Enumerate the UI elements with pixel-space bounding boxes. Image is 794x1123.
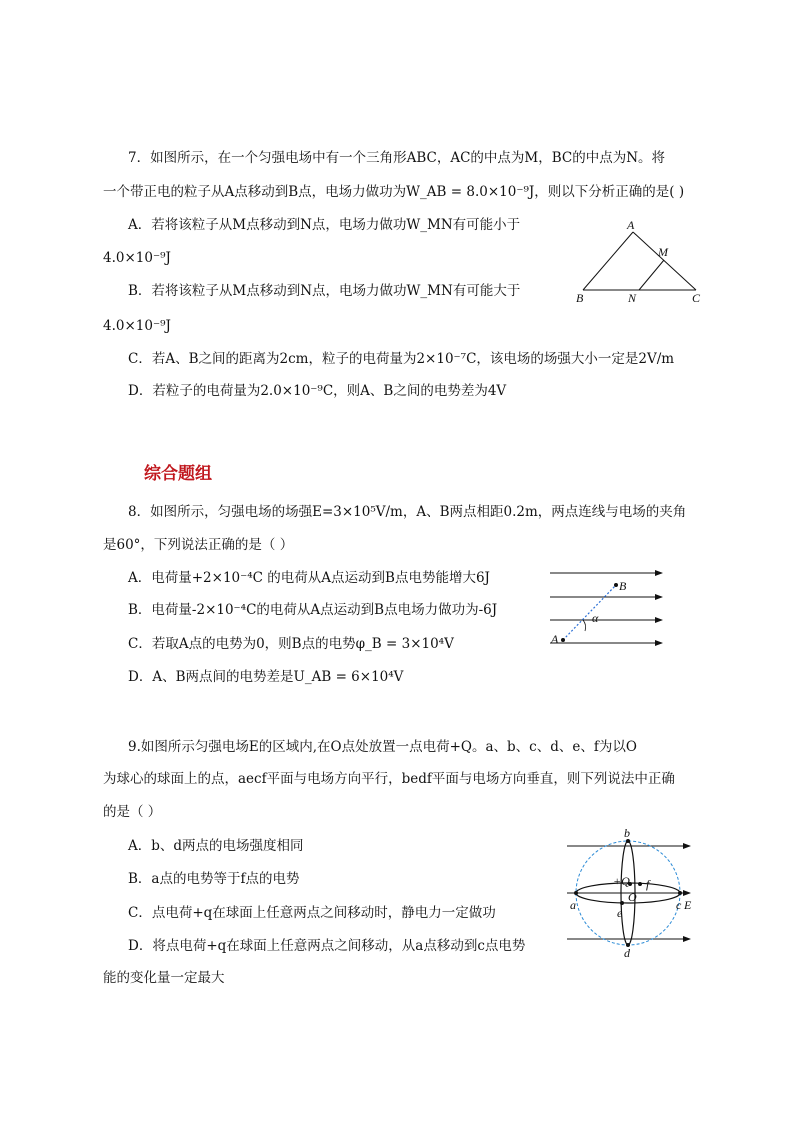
q7-label-n: N	[628, 291, 637, 305]
q9-point-a	[574, 891, 578, 895]
q9-stem-line3: 的是（ ）	[103, 804, 162, 820]
q9-point-c	[678, 891, 682, 895]
q7-edge-ac	[633, 232, 696, 290]
q7-option-c: C．若A、B之间的距离为2cm，粒子的电荷量为2×10⁻⁷C，该电场的场强大小一定是2V/m	[128, 351, 675, 367]
q7-option-b-line2: 4.0×10⁻⁹J	[103, 318, 171, 334]
q8-option-a: A．电荷量+2×10⁻⁴C 的电荷从A点运动到B点电势能增大6J	[128, 570, 490, 586]
q9-option-c: C．点电荷+q在球面上任意两点之间移动时，静电力一定做功	[128, 905, 496, 921]
q8-label-a: A	[551, 632, 559, 646]
q7-option-a-line2: 4.0×10⁻⁹J	[103, 250, 171, 266]
q8-option-d: D．A、B两点间的电势差是U_AB = 6×10⁴V	[128, 669, 404, 685]
q9-sphere-figure	[562, 825, 702, 965]
q9-label-e-field: E	[684, 898, 692, 912]
q8-option-b: B．电荷量-2×10⁻⁴C的电荷从A点运动到B点电场力做功为-6J	[128, 602, 498, 618]
q9-point-e	[620, 901, 624, 905]
q7-label-b: B	[576, 291, 584, 305]
q9-label-q: +Q	[613, 874, 630, 888]
q7-option-a-line1: A．若将该粒子从M点移动到N点，电场力做功W_MN有可能小于	[128, 217, 521, 233]
q9-label-o: O	[628, 890, 637, 904]
q8-segment-ab	[563, 585, 616, 640]
q9-option-d-line2: 能的变化量一定最大	[103, 970, 225, 986]
q9-label-b: b	[624, 826, 630, 840]
q9-option-b: B．a点的电势等于f点的电势	[128, 871, 300, 887]
q9-stem-line1: 9.如图所示匀强电场E的区域内,在O点处放置一点电荷+Q。a、b、c、d、e、f为以O	[128, 739, 637, 755]
q8-option-c: C．若取A点的电势为0，则B点的电势φ_B = 3×10⁴V	[128, 636, 454, 652]
q8-point-b	[614, 583, 618, 587]
q7-triangle-figure	[570, 220, 710, 310]
q9-label-a: a	[570, 898, 576, 912]
q9-label-e: e	[617, 906, 623, 920]
q8-angle-arc	[583, 620, 586, 631]
q7-segment-mn	[639, 260, 664, 290]
q8-stem-line1: 8．如图所示，匀强电场的场强E=3×10⁵V/m，A、B两点相距0.2m，两点连线与电场的夹角	[128, 504, 687, 520]
q7-stem-line2: 一个带正电的粒子从A点移动到B点，电场力做功为W_AB = 8.0×10⁻⁹J，则以下分析正确的是( )	[103, 184, 685, 200]
q8-label-b: B	[619, 579, 627, 593]
q7-label-a: A	[627, 218, 635, 232]
q9-point-f	[638, 882, 642, 886]
q9-label-d: d	[624, 946, 630, 960]
section-title: 综合题组	[144, 464, 212, 484]
q7-stem-line1: 7．如图所示，在一个匀强电场中有一个三角形ABC，AC的中点为M，BC的中点为N。将	[128, 150, 666, 166]
q8-stem-line2: 是60°，下列说法正确的是（ ）	[103, 537, 294, 553]
q7-label-m: M	[658, 245, 668, 259]
q9-option-a: A．b、d两点的电场强度相同	[128, 838, 304, 854]
q9-label-c: c	[676, 898, 682, 912]
q9-stem-line2: 为球心的球面上的点，aecf平面与电场方向平行，bedf平面与电场方向垂直，则下列说法中正确	[103, 771, 675, 787]
q7-option-b-line1: B．若将该粒子从M点移动到N点，电场力做功W_MN有可能大于	[128, 283, 521, 299]
q7-option-d: D．若粒子的电荷量为2.0×10⁻⁹C，则A、B之间的电势差为4V	[128, 383, 507, 399]
q8-field-figure	[545, 565, 670, 660]
q8-label-alpha: α	[592, 611, 599, 625]
q9-label-f: f	[646, 877, 650, 891]
q8-point-a	[561, 638, 565, 642]
q9-option-d-line1: D．将点电荷+q在球面上任意两点之间移动，从a点移动到c点电势	[128, 938, 526, 954]
q7-edge-ab	[583, 232, 633, 290]
q7-label-c: C	[692, 291, 701, 305]
